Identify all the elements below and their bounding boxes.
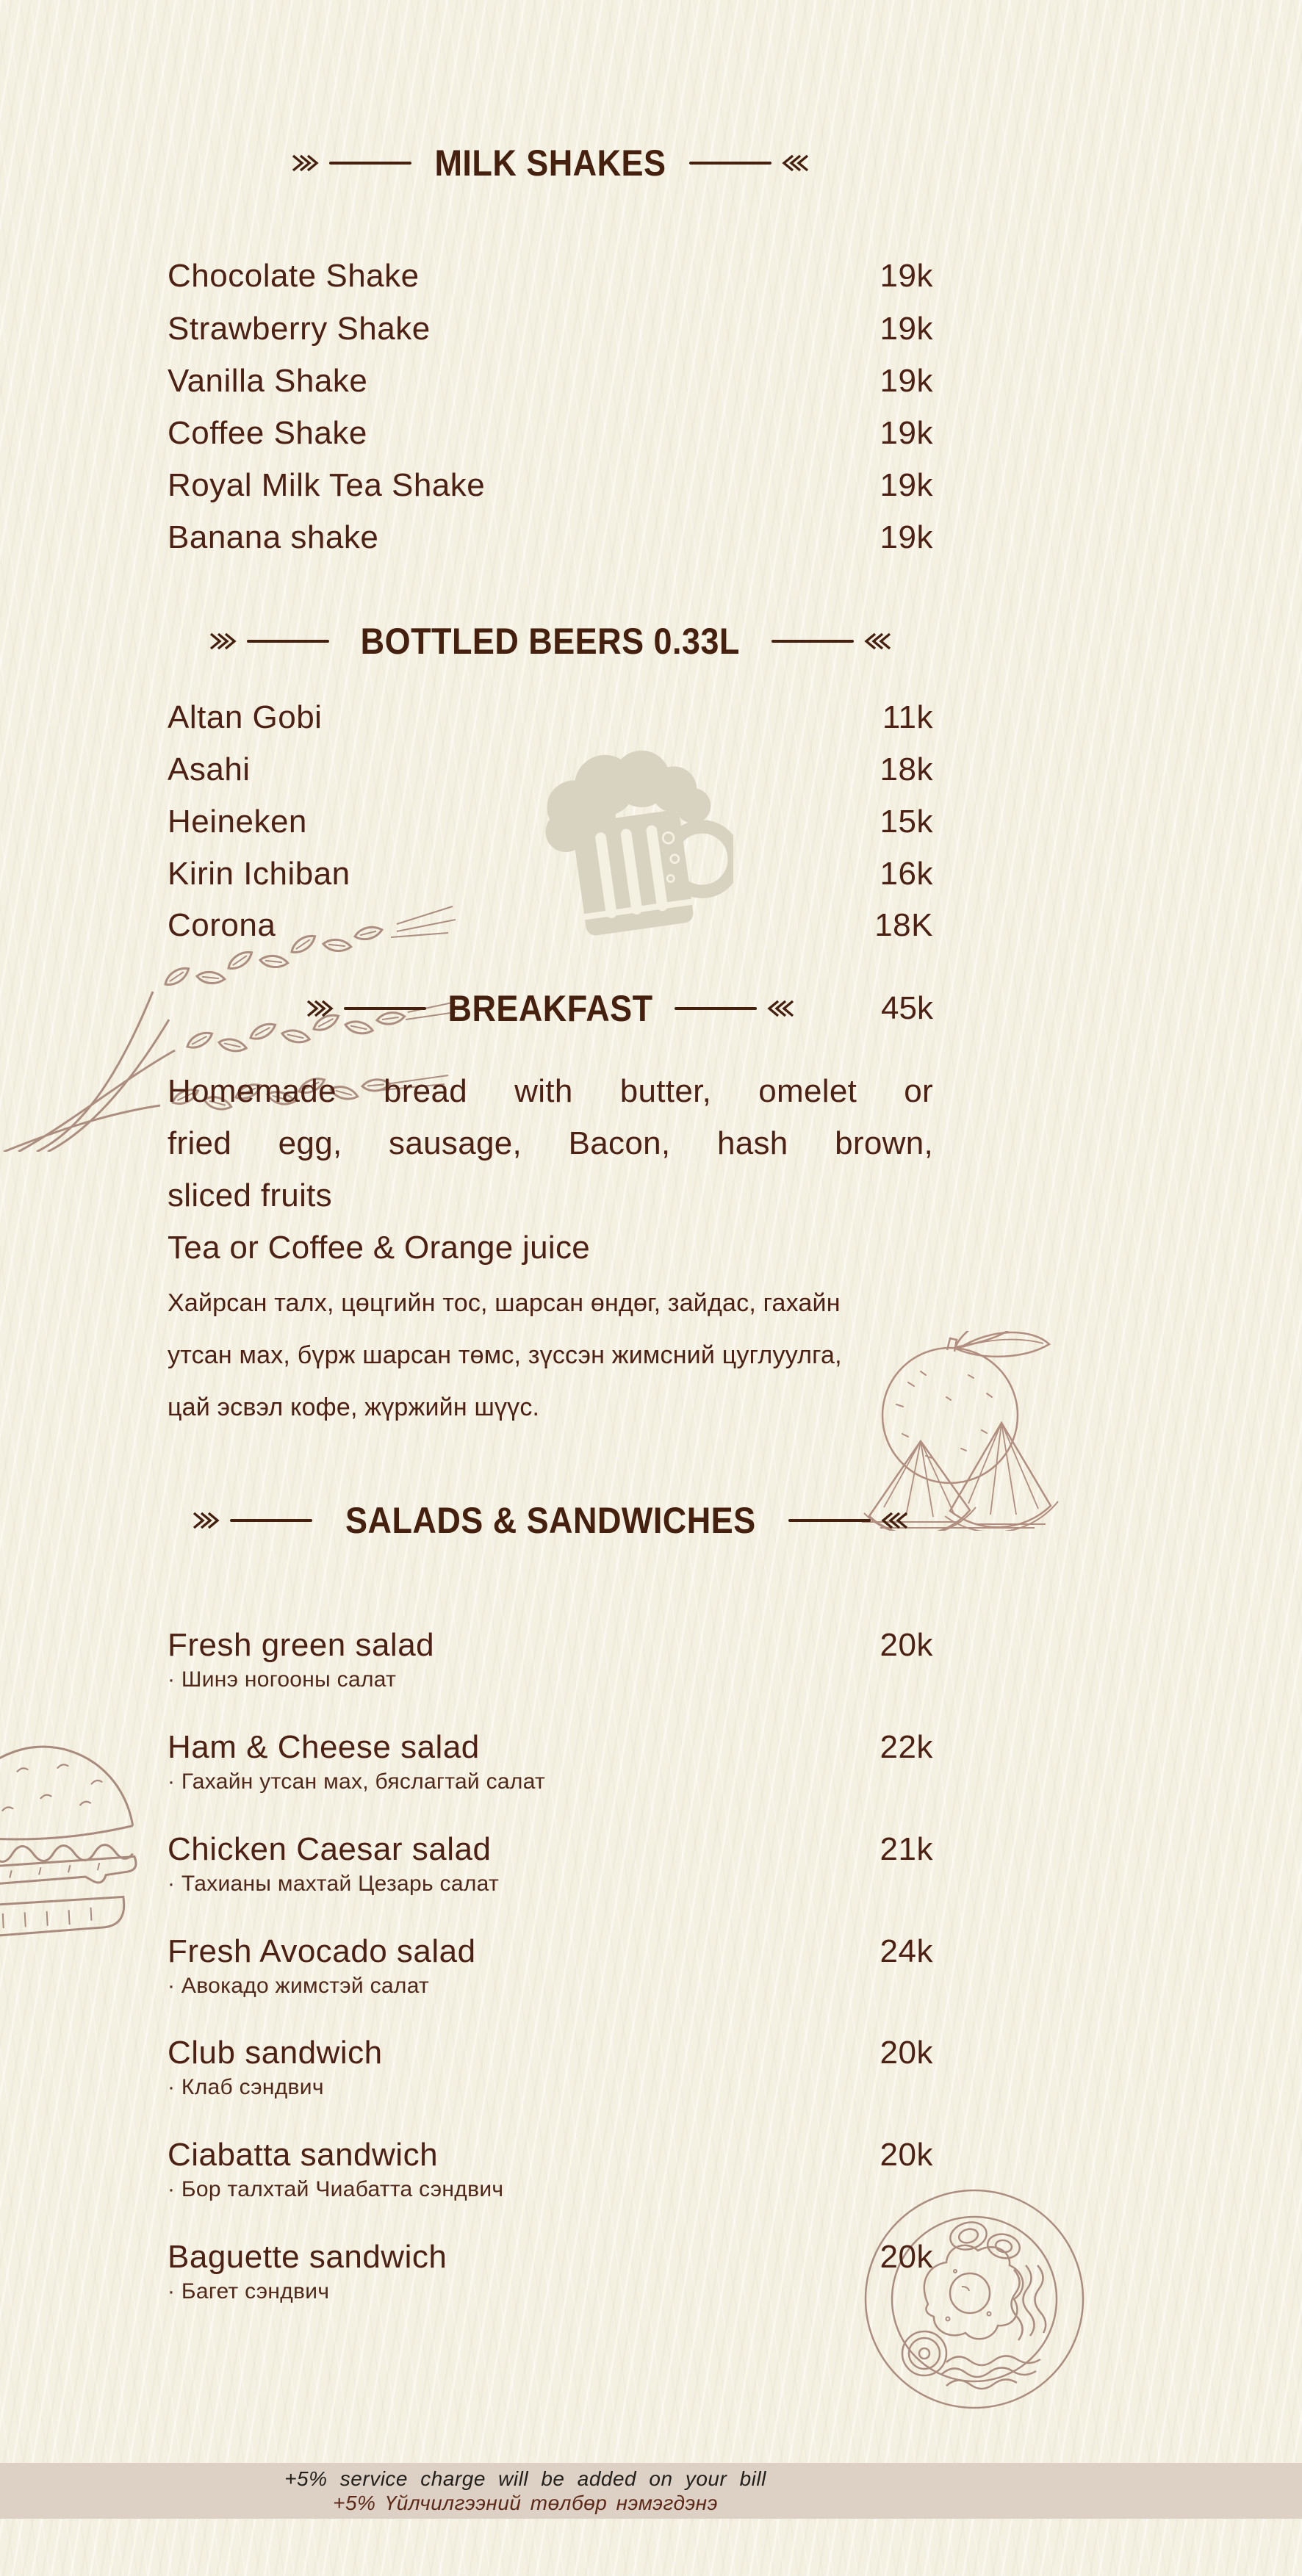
menu-item-row [168, 1623, 933, 1667]
breakfast-description [168, 1065, 933, 1274]
item-name: Corona [168, 907, 276, 943]
item-price: 24k [880, 1933, 933, 1969]
item-price: 19k [880, 519, 933, 555]
item-subtitle: · Авокадо жимстэй салат [168, 1974, 430, 1998]
item-subtitle: · Тахианы махтай Цезарь салат [168, 1872, 500, 1896]
item-price: 20k [880, 1627, 933, 1663]
header-rule [247, 640, 329, 643]
item-name: Ciabatta sandwich [168, 2137, 439, 2173]
item-subtitle: · Клаб сэндвич [168, 2075, 324, 2099]
item-name: Strawberry Shake [168, 311, 431, 347]
item-price: 18K [874, 907, 933, 943]
item-name: Club sandwich [168, 2035, 383, 2071]
header-arrow-left-icon [209, 631, 237, 652]
menu-item-row [168, 1725, 933, 1769]
header-rule [689, 162, 772, 165]
service-charge-text [0, 2467, 1051, 2515]
item-price: 19k [880, 258, 933, 294]
item-name: Kirin Ichiban [168, 856, 350, 892]
menu-item-row [168, 254, 933, 298]
item-subtitle: · Багет сэндвич [168, 2279, 330, 2303]
item-name: Chicken Caesar salad [168, 1831, 492, 1867]
menu-item-row [168, 2235, 933, 2279]
service-charge-line-mn: +5% Үйлчилгээний төлбөр нэмэгдэнэ [333, 2492, 718, 2514]
header-arrow-right-icon [881, 1510, 909, 1531]
section-title: SALADS & SANDWICHES [345, 1500, 756, 1541]
header-arrow-right-icon [782, 153, 810, 173]
section-header-beers [168, 619, 933, 663]
breakfast-description-mn [168, 1277, 933, 1434]
section-title: BOTTLED BEERS 0.33L [360, 621, 741, 662]
header-rule [329, 162, 411, 165]
menu-item-row [168, 852, 933, 896]
item-price: 20k [880, 2137, 933, 2173]
breakfast-price: 45k [881, 990, 933, 1026]
item-price: 20k [880, 2239, 933, 2275]
menu-item-row [168, 463, 933, 508]
menu-item-row [168, 2133, 933, 2177]
header-arrow-left-icon [291, 153, 319, 173]
item-name: Ham & Cheese salad [168, 1729, 480, 1765]
item-price: 19k [880, 415, 933, 451]
item-name: Fresh Avocado salad [168, 1933, 476, 1969]
breakfast-description-mn-line: цай эсвэл кофе, жүржийн шүүс. [168, 1393, 540, 1421]
item-price: 19k [880, 363, 933, 399]
item-subtitle: · Гахайн утсан мах, бяслагтай салат [168, 1769, 546, 1794]
item-price: 19k [880, 311, 933, 347]
item-subtitle: · Шинэ ногооны салат [168, 1667, 397, 1692]
item-name: Banana shake [168, 519, 379, 555]
header-arrow-right-icon [864, 631, 892, 652]
service-charge-line-en: +5% service charge will be added on your bill [284, 2467, 766, 2490]
item-name: Coffee Shake [168, 415, 367, 451]
menu-item-row [168, 1828, 933, 1872]
menu-item-row [168, 903, 933, 948]
service-charge-banner [0, 2463, 1302, 2519]
item-price: 19k [880, 467, 933, 503]
item-name: Chocolate Shake [168, 258, 420, 294]
item-price: 16k [880, 856, 933, 892]
section-title: BREAKFAST [447, 988, 653, 1029]
item-name: Royal Milk Tea Shake [168, 467, 486, 503]
menu-item-row [168, 2031, 933, 2075]
breakfast-description-line: Tea or Coffee & Orange juice [168, 1230, 591, 1266]
item-price: 11k [882, 699, 933, 735]
section-title: MILK SHAKES [434, 142, 666, 184]
item-subtitle: · Бор талхтай Чиабатта сэндвич [168, 2177, 504, 2201]
item-price: 20k [880, 2035, 933, 2071]
menu-item-row [168, 748, 933, 792]
menu-item-row [168, 307, 933, 351]
item-price: 15k [880, 804, 933, 840]
header-rule [230, 1519, 312, 1522]
breakfast-description-line: Homemade bread with butter, omelet or [168, 1073, 933, 1109]
menu-item-row [168, 411, 933, 455]
breakfast-description-line: fried egg, sausage, Bacon, hash brown, [168, 1125, 933, 1161]
burger-icon [0, 1735, 145, 1988]
item-name: Vanilla Shake [168, 363, 368, 399]
item-price: 22k [880, 1729, 933, 1765]
item-name: Heineken [168, 804, 307, 840]
breakfast-description-mn-line: утсан мах, бүрж шарсан төмс, зүссэн жимсний цуглуулга, [168, 1341, 842, 1369]
item-price: 21k [880, 1831, 933, 1867]
section-header-milkshakes [168, 141, 933, 185]
header-arrow-left-icon [192, 1510, 220, 1531]
menu-item-row [168, 516, 933, 560]
item-name: Altan Gobi [168, 699, 323, 735]
section-header-salads [168, 1498, 933, 1543]
item-name: Asahi [168, 751, 251, 787]
item-price: 18k [880, 751, 933, 787]
breakfast-description-line: sliced fruits [168, 1177, 332, 1213]
item-name: Baguette sandwich [168, 2239, 447, 2275]
item-name: Fresh green salad [168, 1627, 435, 1663]
menu-item-row [168, 800, 933, 844]
menu-item-row [168, 359, 933, 403]
header-rule [788, 1519, 871, 1522]
breakfast-description-mn-line: Хайрсан талх, цөцгийн тос, шарсан өндөг, зайдас, гахайн [168, 1289, 841, 1317]
header-rule [772, 640, 854, 643]
menu-item-row [168, 1930, 933, 1974]
menu-item-row [168, 696, 933, 740]
